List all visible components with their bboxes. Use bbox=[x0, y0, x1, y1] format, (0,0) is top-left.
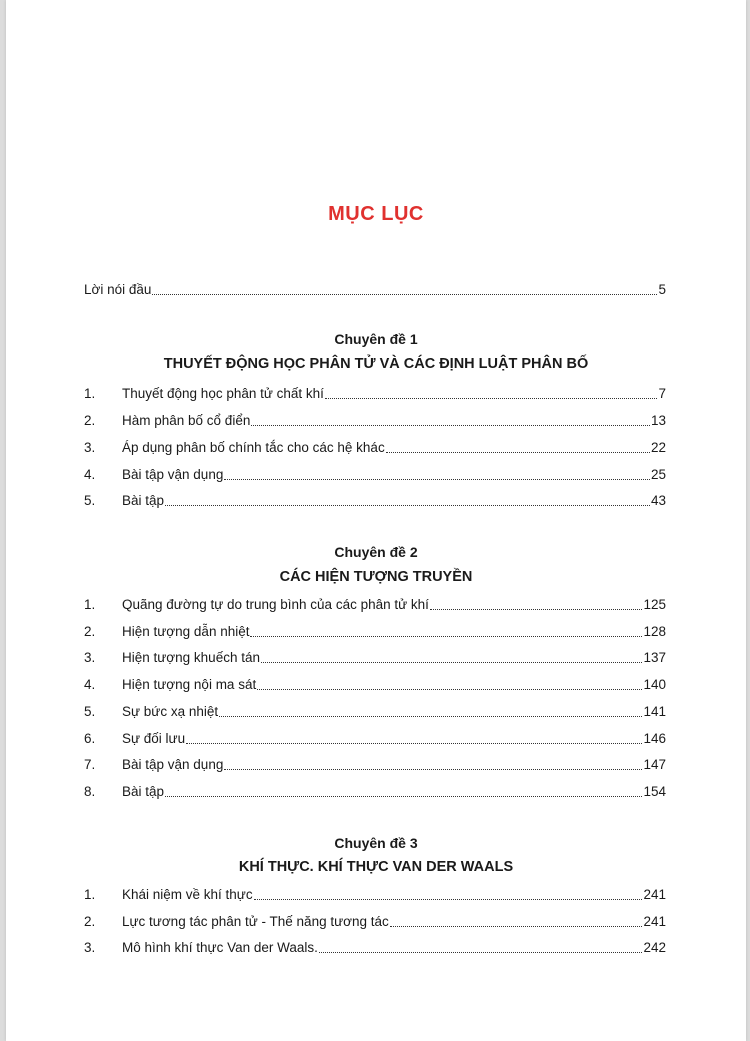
toc-entry-page: 43 bbox=[650, 493, 666, 508]
leader-dots bbox=[261, 662, 642, 663]
toc-entry-number: 3. bbox=[84, 440, 96, 455]
leader-dots bbox=[165, 796, 642, 797]
leader-dots bbox=[219, 716, 642, 717]
leader-dots bbox=[152, 294, 657, 295]
toc-entry-number: 4. bbox=[84, 467, 96, 482]
toc-entry[interactable] bbox=[84, 595, 666, 615]
toc-entry-number: 7. bbox=[84, 757, 96, 772]
toc-entry-number: 2. bbox=[84, 413, 96, 428]
toc-entry-page: 128 bbox=[643, 624, 666, 639]
document-page bbox=[6, 0, 746, 1041]
leader-dots bbox=[257, 689, 642, 690]
toc-entry-label: Quãng đường tự do trung bình của các phân tử khí bbox=[122, 597, 429, 612]
toc-entry[interactable] bbox=[84, 938, 666, 958]
leader-dots bbox=[251, 425, 650, 426]
leader-dots bbox=[254, 899, 643, 900]
toc-entry[interactable] bbox=[84, 675, 666, 695]
toc-entry[interactable] bbox=[84, 491, 666, 511]
toc-entry-label: Mô hình khí thực Van der Waals. bbox=[122, 940, 318, 955]
toc-entry[interactable] bbox=[84, 648, 666, 668]
chapter-title: KHÍ THỰC. KHÍ THỰC VAN DER WAALS bbox=[238, 859, 514, 875]
toc-entry-label: Hiện tượng nội ma sát bbox=[122, 677, 257, 692]
toc-entry-page: 241 bbox=[643, 914, 666, 929]
toc-entry-preface[interactable] bbox=[84, 280, 666, 300]
toc-entry[interactable] bbox=[84, 622, 666, 642]
toc-entry-label: Hiện tượng khuếch tán bbox=[122, 650, 260, 665]
toc-entry-page: 125 bbox=[643, 597, 666, 612]
toc-entry-label: Lực tương tác phân tử - Thế năng tương tác bbox=[122, 914, 389, 929]
leader-dots bbox=[430, 609, 643, 610]
toc-entry-number: 1. bbox=[84, 386, 96, 401]
toc-entry-page: 241 bbox=[643, 887, 666, 902]
toc-entry-page: 242 bbox=[643, 940, 666, 955]
toc-entry-page: 141 bbox=[643, 704, 666, 719]
toc-entry[interactable] bbox=[84, 782, 666, 802]
toc-entry-label: Thuyết động học phân tử chất khí bbox=[122, 386, 324, 401]
toc-entry-page: 140 bbox=[643, 677, 666, 692]
toc-entry-label: Bài tập vận dụng bbox=[122, 467, 224, 482]
toc-entry-page: 146 bbox=[643, 731, 666, 746]
toc-entry-page: 13 bbox=[650, 413, 666, 428]
toc-entry-page: 7 bbox=[658, 386, 666, 401]
toc-entry-number: 2. bbox=[84, 624, 96, 639]
leader-dots bbox=[250, 636, 642, 637]
toc-entry-page: 22 bbox=[650, 440, 666, 455]
toc-entry-page: 137 bbox=[643, 650, 666, 665]
leader-dots bbox=[186, 743, 642, 744]
toc-entry-label: Áp dụng phân bố chính tắc cho các hệ khác bbox=[122, 440, 385, 455]
toc-entry-label: Bài tập bbox=[122, 493, 165, 508]
toc-entry[interactable] bbox=[84, 885, 666, 905]
toc-entry-number: 6. bbox=[84, 731, 96, 746]
toc-entry[interactable] bbox=[84, 465, 666, 485]
toc-entry-label: Sự đối lưu bbox=[122, 731, 186, 746]
toc-entry-page: 154 bbox=[643, 784, 666, 799]
toc-entry[interactable] bbox=[84, 384, 666, 404]
toc-entry[interactable] bbox=[84, 912, 666, 932]
toc-entry-number: 3. bbox=[84, 940, 96, 955]
toc-entry-label: Hiện tượng dẫn nhiệt bbox=[122, 624, 250, 639]
toc-entry-number: 5. bbox=[84, 704, 96, 719]
toc-entry-label: Bài tập bbox=[122, 784, 165, 799]
toc-entry-number: 3. bbox=[84, 650, 96, 665]
toc-entry-number: 1. bbox=[84, 887, 96, 902]
leader-dots bbox=[386, 452, 650, 453]
chapter-title: CÁC HIỆN TƯỢNG TRUYỀN bbox=[279, 569, 473, 585]
leader-dots bbox=[224, 479, 650, 480]
leader-dots bbox=[390, 926, 643, 927]
toc-entry[interactable] bbox=[84, 411, 666, 431]
chapter-label: Chuyên đề 2 bbox=[334, 544, 418, 560]
chapter-label: Chuyên đề 1 bbox=[334, 331, 418, 347]
toc-entry-number: 2. bbox=[84, 914, 96, 929]
toc-entry-number: 4. bbox=[84, 677, 96, 692]
chapter-label: Chuyên đề 3 bbox=[334, 835, 418, 851]
toc-entry-number: 8. bbox=[84, 784, 96, 799]
toc-entry[interactable] bbox=[84, 438, 666, 458]
leader-dots bbox=[165, 505, 650, 506]
toc-entry[interactable] bbox=[84, 729, 666, 749]
chapter-title: THUYẾT ĐỘNG HỌC PHÂN TỬ VÀ CÁC ĐỊNH LUẬT PHÂN BỐ bbox=[163, 356, 589, 372]
leader-dots bbox=[319, 952, 643, 953]
page-title: MỤC LỤC bbox=[328, 203, 424, 225]
toc-entry[interactable] bbox=[84, 702, 666, 722]
toc-entry-number: 1. bbox=[84, 597, 96, 612]
toc-entry[interactable] bbox=[84, 755, 666, 775]
toc-entry-page: 5 bbox=[658, 282, 666, 297]
toc-entry-number: 5. bbox=[84, 493, 96, 508]
toc-entry-label: Khái niệm về khí thực bbox=[122, 887, 253, 902]
toc-entry-label: Sự bức xạ nhiệt bbox=[122, 704, 219, 719]
toc-entry-label: Hàm phân bố cổ điển bbox=[122, 413, 251, 428]
toc-entry-page: 147 bbox=[643, 757, 666, 772]
leader-dots bbox=[325, 398, 658, 399]
toc-entry-label: Lời nói đầu bbox=[84, 282, 152, 297]
toc-entry-label: Bài tập vận dụng bbox=[122, 757, 224, 772]
toc-entry-page: 25 bbox=[650, 467, 666, 482]
leader-dots bbox=[224, 769, 642, 770]
